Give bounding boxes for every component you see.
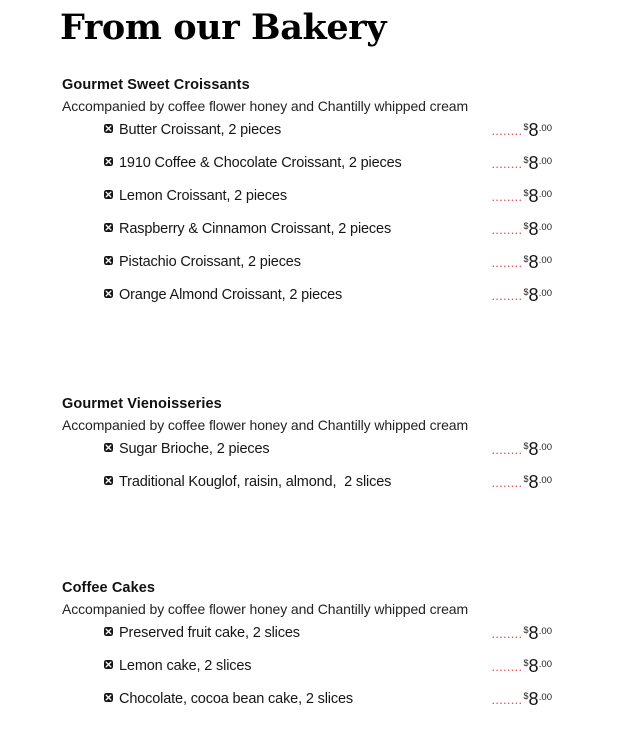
menu-item-row[interactable] (0, 186, 640, 219)
section-header: Gourmet Vienoisseries (62, 396, 222, 412)
price-currency-symbol: $ (523, 691, 529, 701)
encircled-x-bullet-icon (104, 660, 113, 669)
price-dot-leader: ........ (491, 659, 523, 674)
menu-item-name-group (104, 439, 270, 459)
price-cents: .00 (538, 189, 552, 200)
encircled-x-bullet-icon (104, 476, 113, 485)
menu-item-label: Raspberry & Cinnamon Croissant, 2 pieces (119, 221, 392, 237)
menu-item-list (0, 439, 640, 505)
price-cents: .00 (538, 626, 552, 637)
price-currency-symbol: $ (523, 474, 529, 484)
menu-item-row[interactable] (0, 689, 640, 722)
price-currency-symbol: $ (523, 122, 529, 132)
menu-item-row[interactable] (0, 153, 640, 186)
encircled-x-bullet-icon (104, 223, 113, 232)
price-cents: .00 (538, 288, 552, 299)
price-currency-symbol: $ (523, 441, 529, 451)
section-header: Gourmet Sweet Croissants (62, 77, 250, 93)
price-currency-symbol: $ (523, 287, 529, 297)
menu-item-list (0, 623, 640, 722)
price-amount: 8 (528, 656, 539, 676)
encircled-x-bullet-icon (104, 157, 113, 166)
menu-item-name-group (104, 252, 301, 272)
price-dot-leader: ........ (491, 288, 523, 303)
price-amount: 8 (528, 120, 539, 140)
menu-item-row[interactable] (0, 252, 640, 285)
menu-item-row[interactable] (0, 285, 640, 318)
menu-item-row[interactable] (0, 439, 640, 472)
price-cents: .00 (538, 222, 552, 233)
menu-item-price (492, 472, 552, 494)
menu-item-label: Traditional Kouglof, raisin, almond, 2 slices (119, 474, 392, 490)
section-description: Accompanied by coffee flower honey and Chantilly whipped cream (62, 601, 469, 617)
menu-item-name-group (104, 285, 342, 305)
menu-item-name-group (104, 472, 391, 492)
menu-item-name-group (104, 153, 402, 173)
menu-item-price (492, 623, 552, 645)
price-currency-symbol: $ (523, 254, 529, 264)
price-cents: .00 (538, 659, 552, 670)
menu-item-row[interactable] (0, 120, 640, 153)
menu-item-name-group (104, 689, 353, 709)
price-amount: 8 (528, 285, 539, 305)
price-amount: 8 (528, 219, 539, 239)
menu-item-price (492, 252, 552, 274)
menu-item-label: Butter Croissant, 2 pieces (119, 122, 282, 138)
menu-item-label: Lemon Croissant, 2 pieces (119, 188, 287, 204)
page-title: From our Bakery (60, 7, 387, 48)
price-dot-leader: ........ (491, 222, 523, 237)
menu-item-row[interactable] (0, 623, 640, 656)
price-amount: 8 (528, 689, 539, 709)
price-amount: 8 (528, 153, 539, 173)
menu-item-row[interactable] (0, 219, 640, 252)
menu-item-price (492, 153, 552, 175)
menu-item-label: 1910 Coffee & Chocolate Croissant, 2 pieces (119, 155, 402, 171)
menu-item-name-group (104, 186, 287, 206)
price-cents: .00 (538, 123, 552, 134)
price-cents: .00 (538, 442, 552, 453)
price-amount: 8 (528, 623, 539, 643)
menu-item-name-group (104, 219, 391, 239)
menu-item-name-group (104, 623, 300, 643)
menu-item-list (0, 120, 640, 318)
menu-item-label: Sugar Brioche, 2 pieces (119, 441, 270, 457)
menu-item-price (492, 689, 552, 711)
section-description: Accompanied by coffee flower honey and Chantilly whipped cream (62, 417, 469, 433)
price-cents: .00 (538, 692, 552, 703)
price-dot-leader: ........ (491, 156, 523, 171)
price-amount: 8 (528, 186, 539, 206)
price-dot-leader: ........ (491, 442, 523, 457)
menu-item-price (492, 186, 552, 208)
price-currency-symbol: $ (523, 188, 529, 198)
encircled-x-bullet-icon (104, 190, 113, 199)
encircled-x-bullet-icon (104, 289, 113, 298)
menu-item-name-group (104, 120, 281, 140)
price-currency-symbol: $ (523, 155, 529, 165)
price-cents: .00 (538, 475, 552, 486)
menu-item-price (492, 656, 552, 678)
menu-item-price (492, 439, 552, 461)
encircled-x-bullet-icon (104, 256, 113, 265)
price-cents: .00 (538, 255, 552, 266)
price-currency-symbol: $ (523, 658, 529, 668)
section-description: Accompanied by coffee flower honey and Chantilly whipped cream (62, 98, 469, 114)
menu-item-label: Chocolate, cocoa bean cake, 2 slices (119, 691, 353, 707)
menu-item-label: Preserved fruit cake, 2 slices (119, 625, 300, 641)
price-dot-leader: ........ (491, 123, 523, 138)
price-amount: 8 (528, 472, 539, 492)
encircled-x-bullet-icon (104, 443, 113, 452)
encircled-x-bullet-icon (104, 627, 113, 636)
menu-item-price (492, 285, 552, 307)
menu-item-label: Pistachio Croissant, 2 pieces (119, 254, 301, 270)
price-dot-leader: ........ (491, 189, 523, 204)
menu-item-price (492, 219, 552, 241)
price-amount: 8 (528, 252, 539, 272)
price-cents: .00 (538, 156, 552, 167)
menu-item-label: Orange Almond Croissant, 2 pieces (119, 287, 343, 303)
price-amount: 8 (528, 439, 539, 459)
price-currency-symbol: $ (523, 625, 529, 635)
price-currency-symbol: $ (523, 221, 529, 231)
encircled-x-bullet-icon (104, 124, 113, 133)
menu-item-row[interactable] (0, 656, 640, 689)
menu-item-name-group (104, 656, 251, 676)
menu-item-price (492, 120, 552, 142)
encircled-x-bullet-icon (104, 693, 113, 702)
menu-item-row[interactable] (0, 472, 640, 505)
price-dot-leader: ........ (491, 626, 523, 641)
section-header: Coffee Cakes (62, 580, 156, 596)
price-dot-leader: ........ (491, 475, 523, 490)
menu-item-label: Lemon cake, 2 slices (119, 658, 252, 674)
price-dot-leader: ........ (491, 692, 523, 707)
price-dot-leader: ........ (491, 255, 523, 270)
